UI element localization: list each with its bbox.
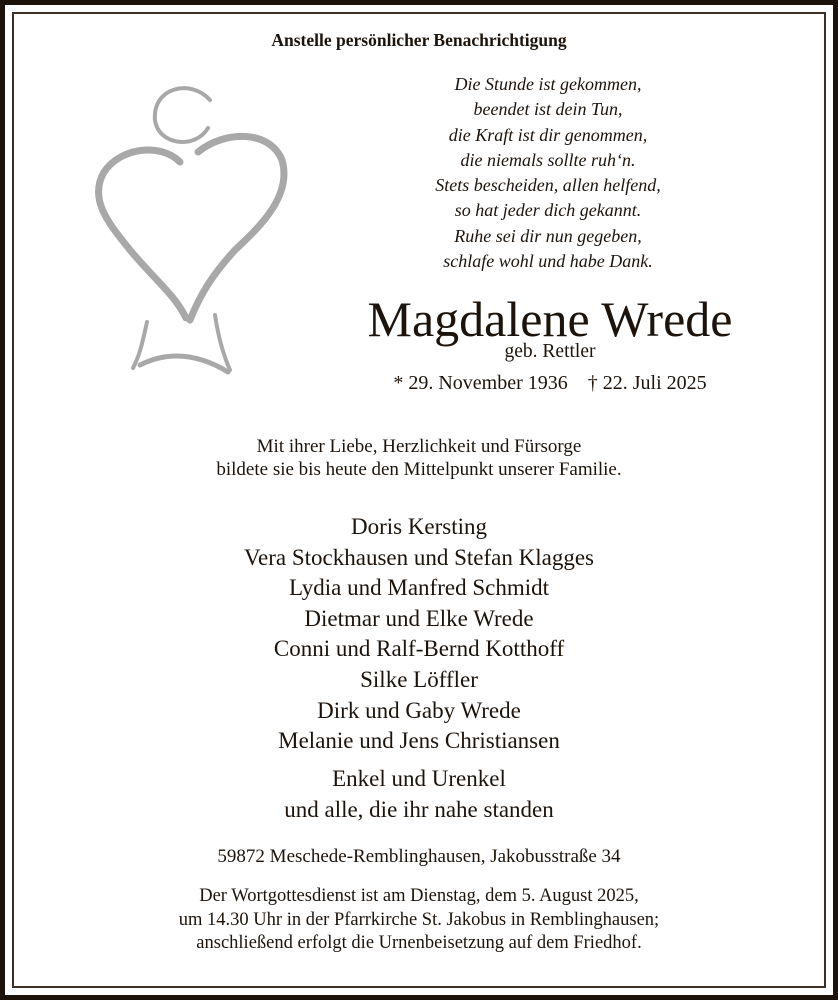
address: 59872 Meschede-Remblinghausen, Jakobusstraße 34 [217, 846, 621, 867]
tribute [0, 435, 838, 481]
mourner: Lydia und Manfred Schmidt [289, 575, 549, 601]
poem-line: Stets bescheiden, allen helfend, [435, 175, 661, 196]
service-line: um 14.30 Uhr in der Pfarrkirche St. Jakobus in Remblinghausen; [178, 909, 660, 930]
poem-line: Die Stunde ist gekommen, [454, 74, 642, 94]
life-dates [330, 370, 770, 396]
mourner: Melanie und Jens Christiansen [278, 728, 560, 754]
mourner: und alle, die ihr nahe standen [284, 797, 554, 822]
service-line: anschließend erfolgt die Urnenbeisetzung auf dem Friedhof. [196, 933, 642, 953]
angel-heart-icon [80, 80, 310, 390]
tribute-line: bildete sie bis heute den Mittelpunkt unserer Familie. [216, 459, 622, 480]
service-line: Der Wortgottesdienst ist am Dienstag, dem 5. August 2025, [199, 886, 639, 906]
mourner: Silke Löffler [360, 666, 478, 692]
other-mourners [0, 763, 838, 825]
mourner: Doris Kersting [350, 514, 488, 539]
mourner: Conni und Ralf-Bernd Kotthoff [273, 636, 565, 662]
poem-line: beendet ist dein Tun, [473, 99, 623, 120]
poem [348, 72, 748, 274]
mourner: Enkel und Urenkel [332, 766, 506, 791]
mourner: Dirk und Gaby Wrede [317, 697, 521, 723]
tribute-line: Mit ihrer Liebe, Herzlichkeit und Fürsorge [256, 436, 582, 457]
mourner: Vera Stockhausen und Stefan Klagges [243, 544, 595, 570]
poem-line: die Kraft ist dir genommen, [448, 124, 648, 145]
poem-line: die niemals sollte ruh‘n. [460, 149, 636, 170]
notice-header: Anstelle persönlicher Benachrichtigung [271, 30, 567, 50]
poem-line: Ruhe sei dir nun gegeben, [454, 225, 642, 246]
mourners-list [0, 512, 838, 757]
death-date: † 22. Juli 2025 [587, 372, 707, 394]
maiden-name: geb. Rettler [504, 341, 596, 362]
poem-line: so hat jeder dich gekannt. [454, 200, 642, 221]
poem-line: schlafe wohl und habe Dank. [443, 251, 653, 272]
mourner: Dietmar und Elke Wrede [304, 605, 534, 631]
deceased-name: Magdalene Wrede [367, 291, 733, 347]
birth-date: * 29. November 1936 [393, 372, 568, 394]
service-info [0, 885, 838, 956]
